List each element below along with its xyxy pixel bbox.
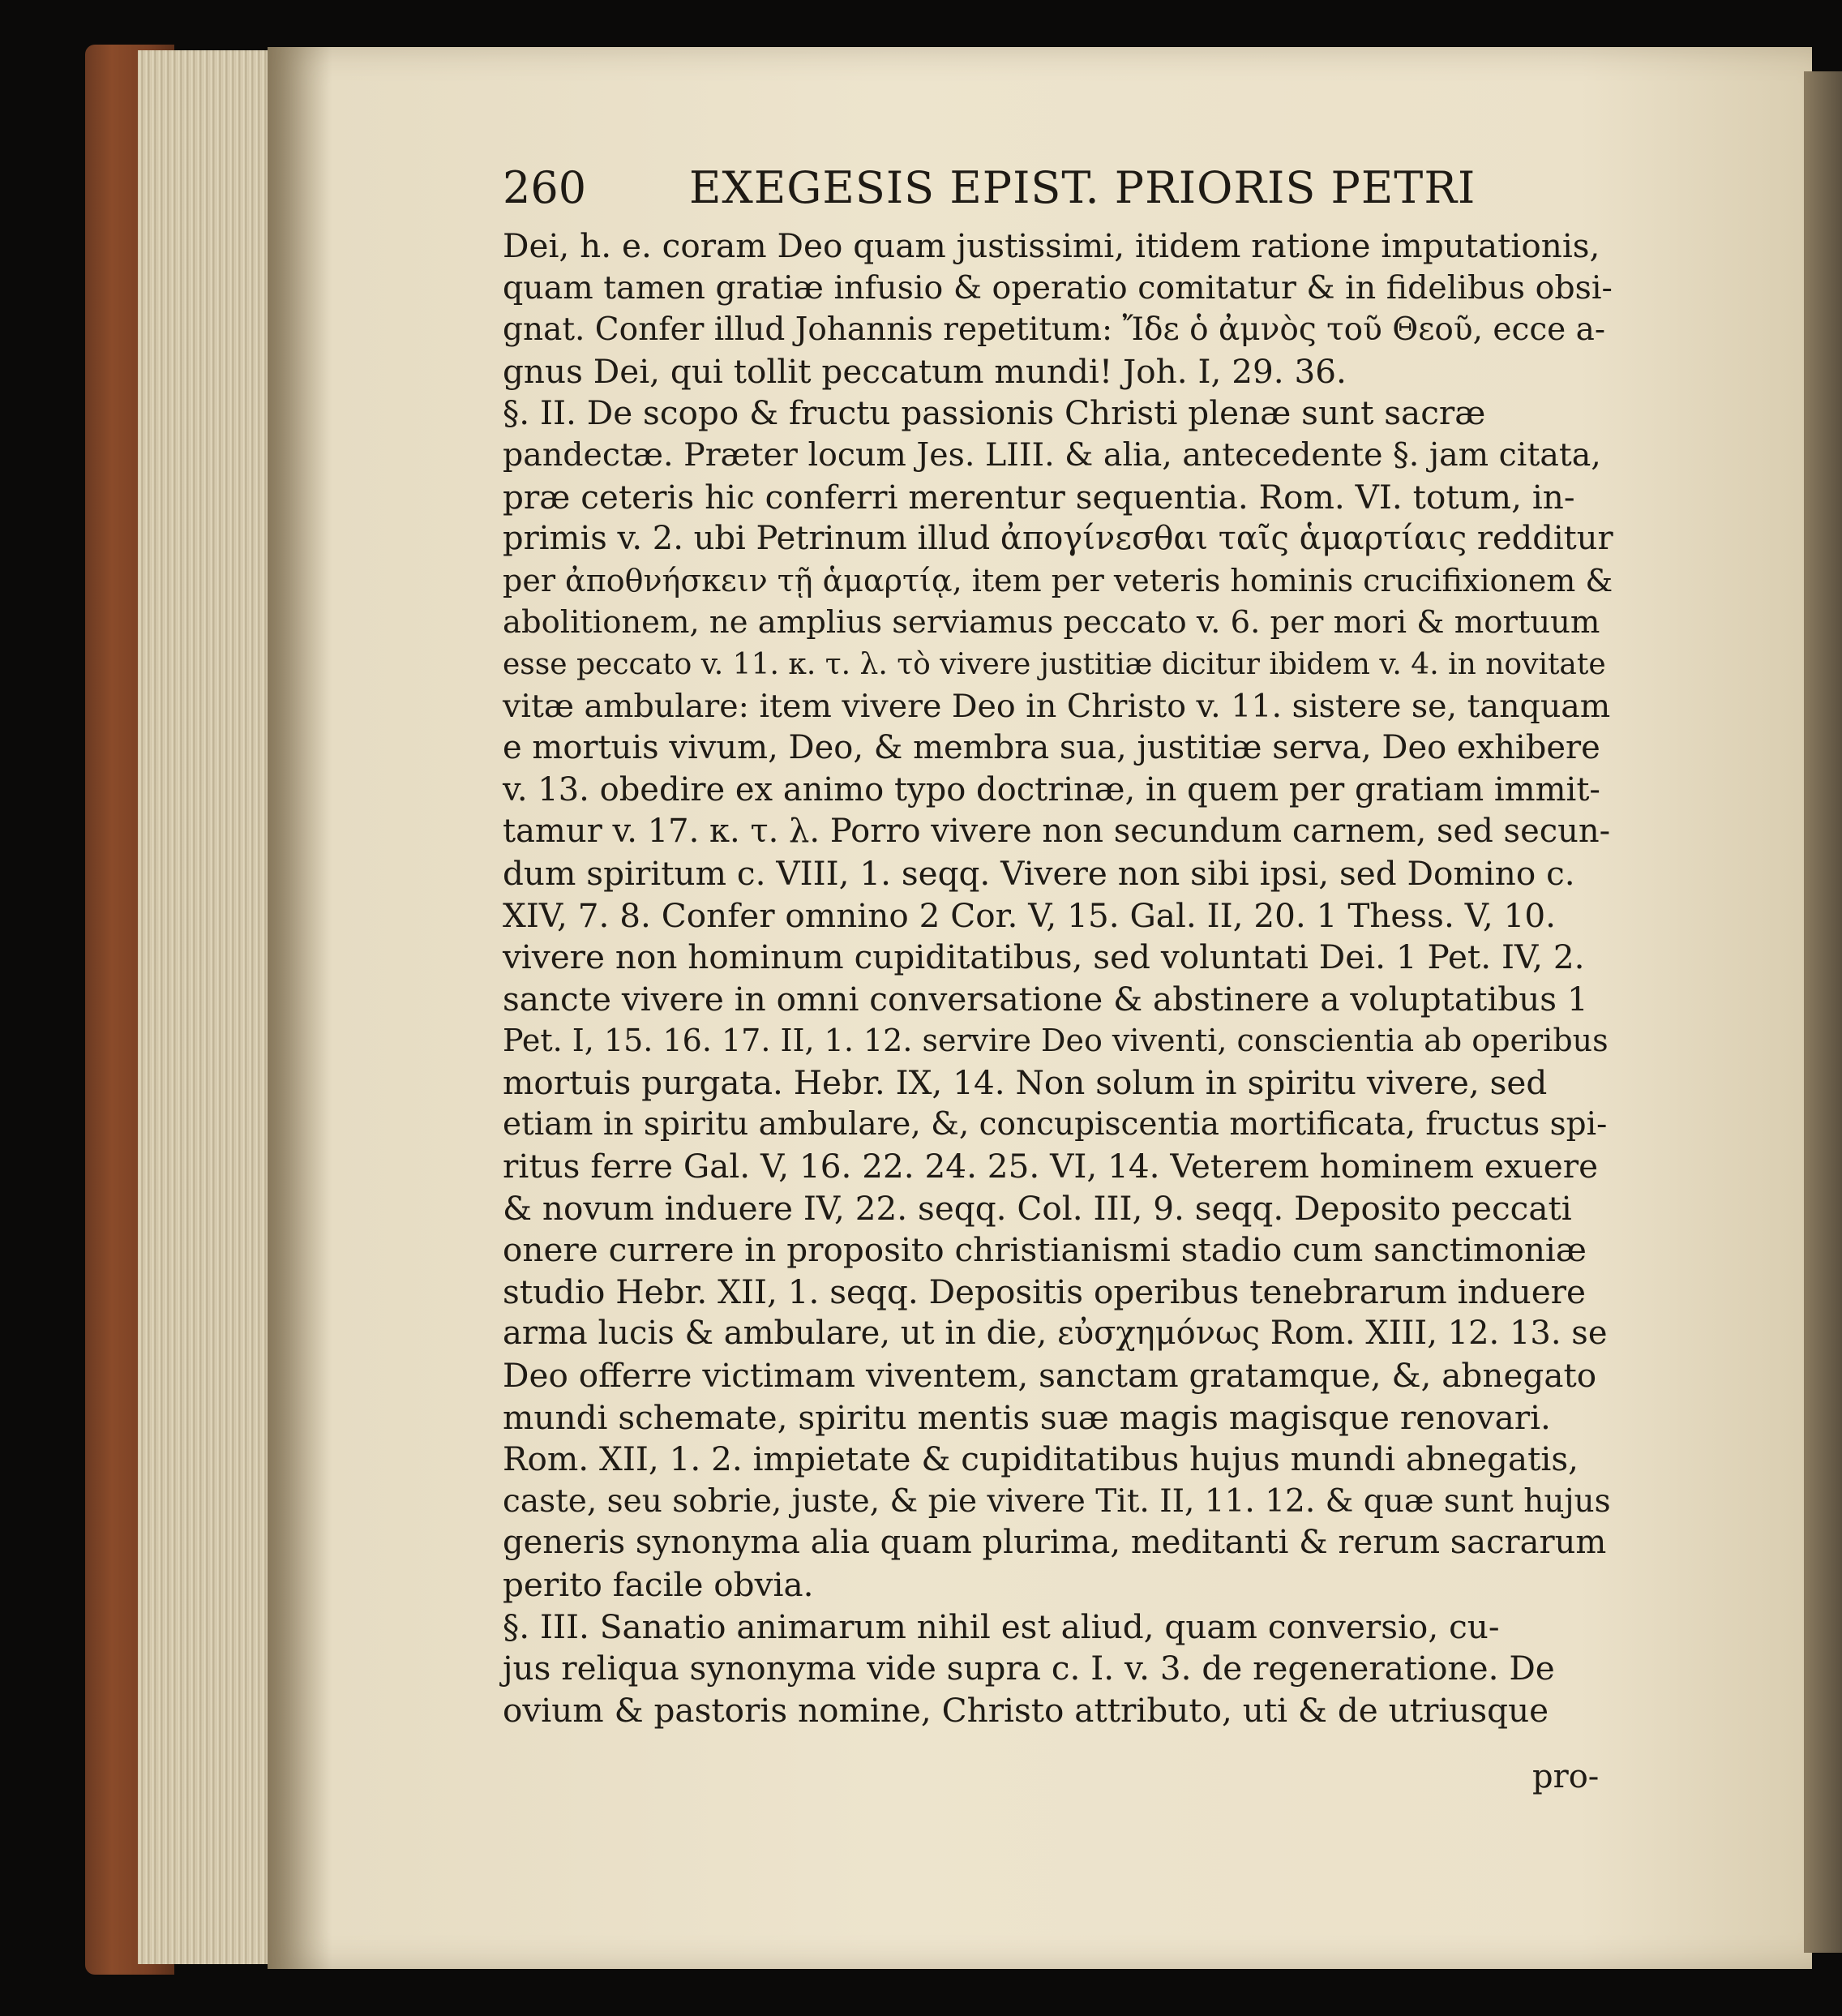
text-line: ovium & pastoris nomine, Christo attributo, uti & de utriusque (503, 1690, 1549, 1730)
text-line: per ἀποθνήσκειν τῇ ἁμαρτίᾳ, item per veteris hominis crucifixionem & (503, 562, 1613, 598)
text-line: XIV, 7. 8. Confer omnino 2 Cor. V, 15. Gal. II, 20. 1 Thess. V, 10. (503, 895, 1557, 935)
body-text (503, 225, 1613, 1731)
text-line: etiam in spiritu ambulare, &, concupiscentia mortificata, fructus spi- (503, 1106, 1608, 1143)
running-title: EXEGESIS EPIST. PRIORIS PETRI (689, 162, 1476, 213)
text-line: gnat. Confer illud Johannis repetitum: Ἴδε ὁ ἀμνὸς τοῦ Θεοῦ, ecce a- (503, 311, 1606, 349)
text-line: e mortuis vivum, Deo, & membra sua, justitiæ serva, Deo exhibere (503, 729, 1600, 767)
text-line: sancte vivere in omni conversatione & abstinere a voluptatibus 1 (503, 979, 1588, 1019)
text-line: Dei, h. e. coram Deo quam justissimi, itidem ratione imputationis, (503, 226, 1600, 265)
text-line: quam tamen gratiæ infusio & operatio comitatur & in fidelibus obsi- (503, 268, 1613, 307)
text-line: studio Hebr. XII, 1. seqq. Depositis operibus tenebrarum induere (503, 1272, 1587, 1311)
text-line: §. III. Sanatio animarum nihil est aliud, quam conversio, cu- (503, 1606, 1500, 1646)
text-line: vitæ ambulare: item vivere Deo in Christo v. 11. sistere se, tanquam (503, 687, 1611, 725)
text-line: pandectæ. Præter locum Jes. LIII. & alia, antecedente §. jam citata, (503, 435, 1601, 474)
text-line: v. 13. obedire ex animo typo doctrinæ, in quem per gratiam immit- (503, 770, 1600, 809)
text-line: perito facile obvia. (503, 1565, 814, 1604)
text-line: mundi schemate, spiritu mentis suæ magis magisque renovari. (503, 1397, 1551, 1437)
page-number: 260 (503, 162, 587, 213)
gutter-shadow (268, 47, 332, 1969)
text-line: Deo offerre victimam viventem, sanctam gratamque, &, abnegato (503, 1356, 1597, 1396)
text-line: caste, seu sobrie, juste, & pie vivere Tit. II, 11. 12. & quæ sunt hujus (503, 1482, 1611, 1520)
text-line: arma lucis & ambulare, ut in die, εὐσχημόνως Rom. XIII, 12. 13. se (503, 1315, 1608, 1353)
catchword: pro- (1532, 1758, 1600, 1795)
facing-page-edge (1804, 71, 1842, 1953)
text-line: abolitionem, ne amplius serviamus peccato v. 6. per mori & mortuum (503, 604, 1600, 641)
text-line: & novum induere IV, 22. seqq. Col. III, 9. seqq. Deposito peccati (503, 1188, 1572, 1228)
text-line: vivere non hominum cupiditatibus, sed voluntati Dei. 1 Pet. IV, 2. (503, 937, 1585, 977)
text-line: præ ceteris hic conferri merentur sequentia. Rom. VI. totum, in- (503, 477, 1575, 517)
text-line: jus reliqua synonyma vide supra c. I. v. 3. de regeneratione. De (503, 1649, 1555, 1688)
text-line: esse peccato v. 11. κ. τ. λ. τὸ vivere justitiæ dicitur ibidem v. 4. in novitate (503, 647, 1606, 681)
text-line: §. II. De scopo & fructu passionis Christi plenæ sunt sacræ (503, 393, 1486, 433)
text-line: mortuis purgata. Hebr. IX, 14. Non solum in spiritu vivere, sed (503, 1062, 1548, 1102)
text-line: tamur v. 17. κ. τ. λ. Porro vivere non secundum carnem, sed secun- (503, 813, 1611, 851)
text-line: gnus Dei, qui tollit peccatum mundi! Joh. I, 29. 36. (503, 351, 1347, 391)
text-line: onere currere in proposito christianismi stadio cum sanctimoniæ (503, 1230, 1587, 1270)
text-line: ritus ferre Gal. V, 16. 22. 24. 25. VI, 14. Veterem hominem exuere (503, 1147, 1599, 1186)
text-line: Pet. I, 15. 16. 17. II, 1. 12. servire Deo viventi, conscientia ab operibus (503, 1023, 1609, 1059)
text-line: dum spiritum c. VIII, 1. seqq. Vivere non sibi ipsi, sed Domino c. (503, 853, 1575, 893)
text-line: generis synonyma alia quam plurima, meditanti & rerum sacrarum (503, 1524, 1607, 1562)
text-line: primis v. 2. ubi Petrinum illud ἀπογίνεσθαι ταῖς ἁμαρτίαις redditur (503, 520, 1613, 558)
text-line: Rom. XII, 1. 2. impietate & cupiditatibus hujus mundi abnegatis, (503, 1439, 1579, 1479)
page-header (503, 162, 1476, 219)
